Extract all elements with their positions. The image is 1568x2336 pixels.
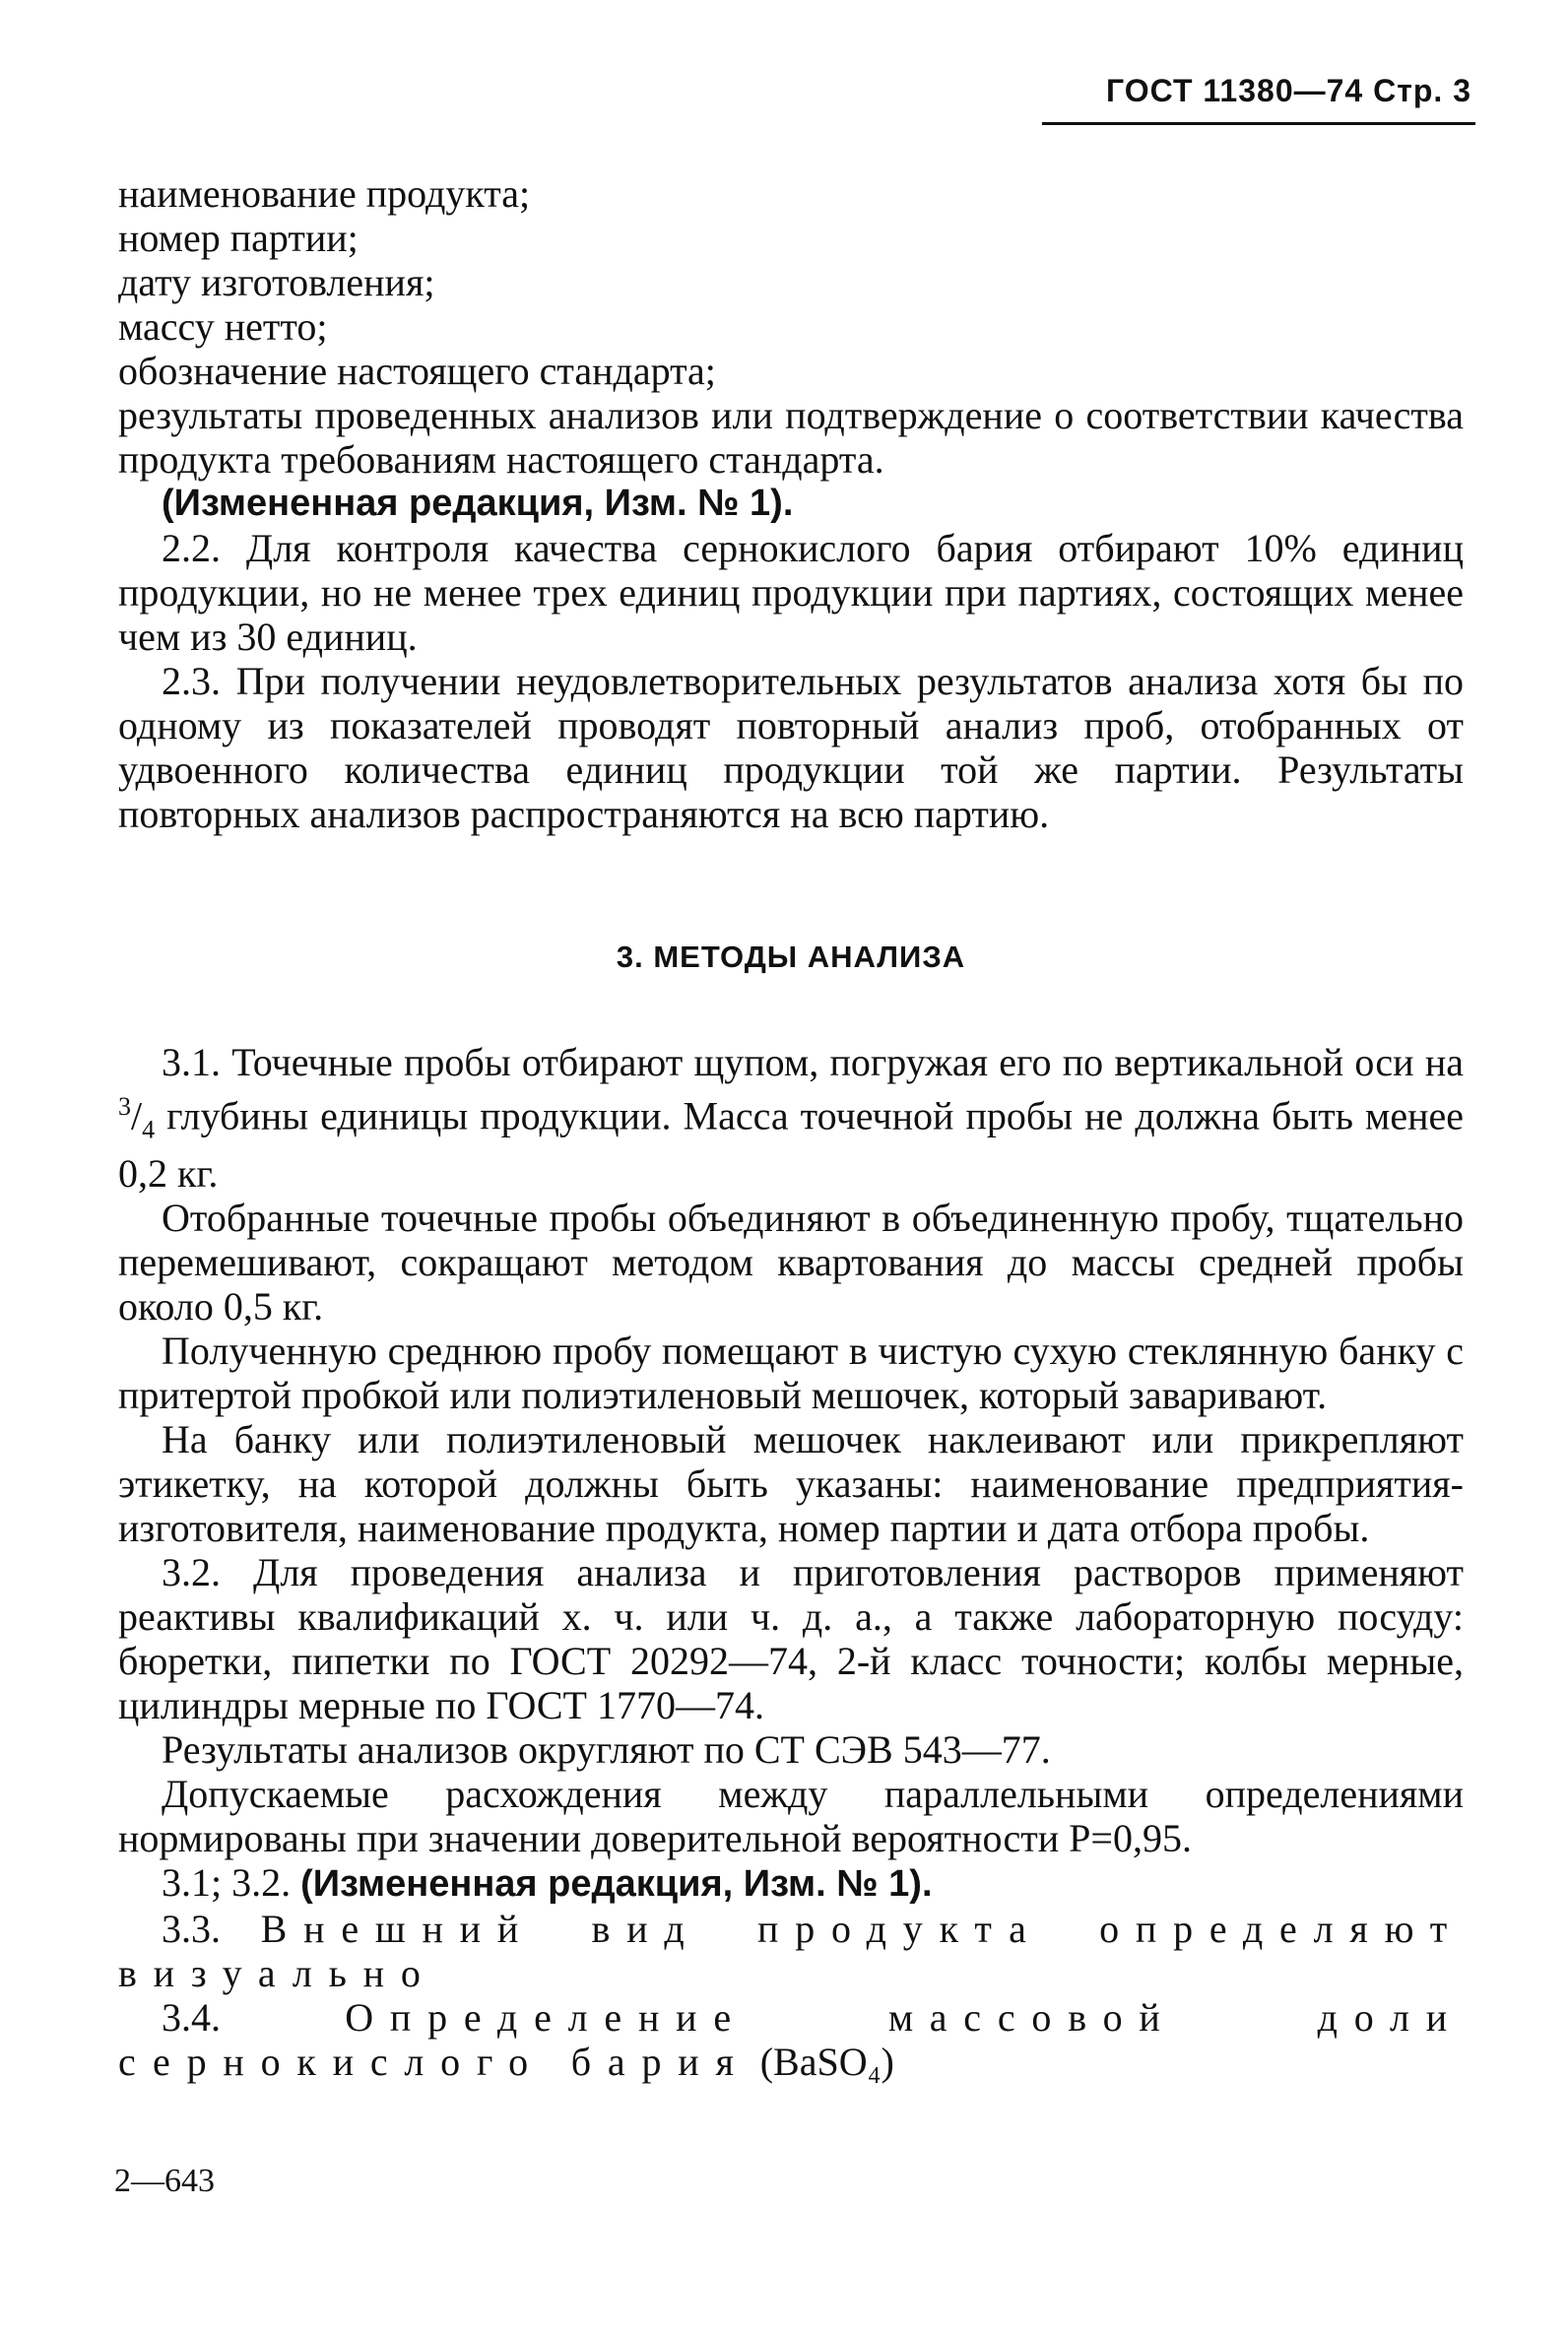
fraction-slash: / xyxy=(131,1093,143,1138)
clause-number: 3.4. xyxy=(162,1995,221,2041)
list-item: результаты проведенных анализов или подтверждение о соответствии качества продукта требованиям настоящего стандарта. xyxy=(118,393,1464,482)
paragraph-2-3: 2.3. При получении неудовлетворительных результатов анализа хотя бы по одному из показателей проводят повторный анализ проб, отобранных от удвоенного количества единиц продукции той же партии. Результаты повторных анализов распространяются на всю партию. xyxy=(118,659,1464,836)
paragraph-3-4 xyxy=(118,1995,1464,2084)
header-rule xyxy=(1042,122,1475,125)
list-item: массу нетто; xyxy=(118,304,328,349)
list-item: дату изготовления; xyxy=(118,260,435,304)
footer-signature-mark: 2—643 xyxy=(114,2163,215,2199)
paragraph-3-1-d: На банку или полиэтиленовый мешочек наклеивают или прикрепляют этикетку, на которой должны быть указаны: наименование предприятия-изготовителя, наименование продукта, номер партии и дата отбора пробы. xyxy=(118,1417,1464,1551)
fraction-denominator: 4 xyxy=(142,1115,156,1144)
paragraph-3-1-text: 3.1. Точечные пробы отбирают щупом, погружая его по вертикальной оси на xyxy=(162,1040,1464,1084)
paragraph-3-2-b: Результаты анализов округляют по СТ СЭВ 543—77. xyxy=(162,1727,1051,1773)
clause-title: Внешний вид продукта определяют визуально xyxy=(118,1907,1464,1996)
list-item: номер партии; xyxy=(118,216,359,260)
chemical-formula: (BaSO₄) xyxy=(759,2040,894,2085)
page-body xyxy=(118,171,1464,2084)
paragraph-3-3 xyxy=(118,1907,1464,1995)
fraction-numerator: 3 xyxy=(118,1092,131,1121)
clause-number: 3.3. xyxy=(162,1907,221,1952)
paragraph-2-2: 2.2. Для контроля качества сернокислого бария отбирают 10% единиц продукции, но не менее трех единиц продукции при партиях, состоящих менее чем из 30 единиц. xyxy=(118,526,1464,659)
list-item: обозначение настоящего стандарта; xyxy=(118,349,716,393)
page-header xyxy=(1106,73,1471,109)
amendment-note: (Измененная редакция, Изм. № 1). xyxy=(162,483,794,524)
paragraph-3-1 xyxy=(118,1040,1464,1196)
amendment-clauses: 3.1; 3.2. xyxy=(162,1860,301,1906)
paragraph-3-2-c: Допускаемые расхождения между параллельными определениями нормированы при значении доверительной вероятности Р=0,95. xyxy=(118,1772,1464,1861)
header-standard-page: ГОСТ 11380—74 Стр. 3 xyxy=(1106,73,1471,108)
section-title: 3. МЕТОДЫ АНАЛИЗА xyxy=(616,940,966,974)
amendment-label: (Измененная редакция, Изм. № 1). xyxy=(300,1863,933,1906)
list-item: наименование продукта; xyxy=(118,171,531,216)
paragraph-3-1-c: Полученную среднюю пробу помещают в чистую сухую стеклянную банку с притертой пробкой или полиэтиленовый мешочек, который заваривают. xyxy=(118,1329,1464,1418)
paragraph-3-1-text-end: глубины единицы продукции. Масса точечной пробы не должна быть менее 0,2 кг. xyxy=(118,1093,1464,1197)
paragraph-3-2: 3.2. Для проведения анализа и приготовления растворов применяют реактивы квалификаций х. ч. или ч. д. а., а также лабораторную посуду: бюретки, пипетки по ГОСТ 20292—74, 2-й класс точности; колбы мерные, цилиндры мерные по ГОСТ 1770—74. xyxy=(118,1550,1464,1728)
amendment-note-2 xyxy=(118,1860,1464,1907)
clause-title: Определение массовой доли сернокислого бария xyxy=(118,1995,1465,2085)
paragraph-3-1-b: Отобранные точечные пробы объединяют в объединенную пробу, тщательно перемешивают, сокращают методом квартования до массы средней пробы около 0,5 кг. xyxy=(118,1196,1464,1330)
